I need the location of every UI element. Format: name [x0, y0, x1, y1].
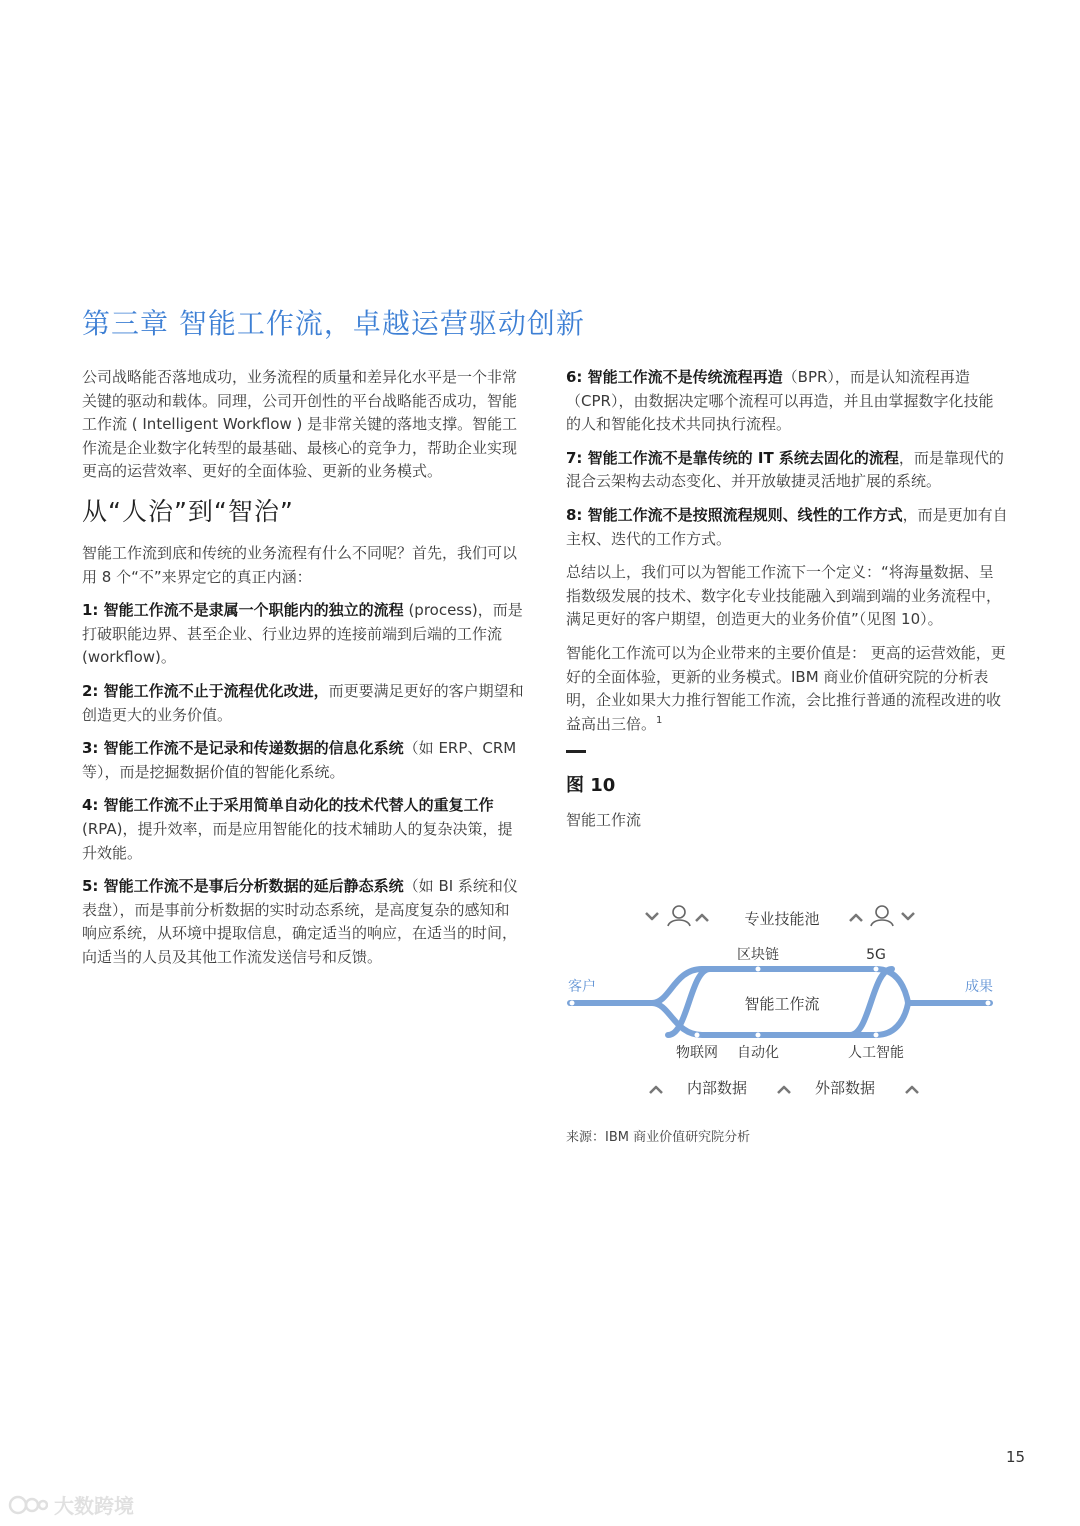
watermark-logo-icon	[8, 1493, 48, 1517]
person-icon	[668, 906, 690, 926]
chevron-up-icon	[906, 1087, 918, 1093]
track-crossover-right	[850, 969, 892, 1035]
point-1-text: (process)，而是打破职能边界、甚至企业、行业边界的连接前端到后端的工作流 (workflow)。	[82, 601, 523, 667]
point-2-bold: 2: 智能工作流不止于流程优化改进，	[82, 681, 329, 700]
point-6	[566, 366, 1008, 437]
point-3-bold: 3: 智能工作流不是记录和传递数据的信息化系统	[82, 739, 404, 758]
point-5-bold: 5: 智能工作流不是事后分析数据的延后静态系统	[82, 877, 404, 896]
node-start	[570, 1001, 575, 1006]
outcome-label: 成果	[965, 979, 993, 995]
watermark-text: 大数跨境	[54, 1494, 134, 1518]
point-5	[82, 875, 524, 969]
node-automation	[756, 1033, 761, 1038]
value-paragraph	[566, 642, 1008, 736]
ai-label: 人工智能	[848, 1045, 904, 1061]
blockchain-label: 区块链	[737, 947, 779, 963]
intro-paragraph: 公司战略能否落地成功，业务流程的质量和差异化水平是一个非常关键的驱动和载体。同理，公司开创性的平台战略能否成功，智能工作流 ( Intelligent Workflow ) 是非常关键的落地支撑。智能工作流是企业数字化转型的最基础、最核心的竞争力，帮助企业实现更高的运营效率、更好的全面体验、更新的业务模式。	[82, 368, 518, 481]
figure-source: 来源：IBM 商业价值研究院分析	[566, 1130, 751, 1145]
footnote-marker: 1	[656, 714, 663, 726]
point-4-text: (RPA)，提升效率，而是应用智能化的技术辅助人的复杂决策，提升效能。	[82, 819, 513, 862]
point-1-bold: 1: 智能工作流不是隶属一个职能内的独立的流程	[82, 601, 404, 620]
point-7	[566, 447, 1008, 494]
point-3-text: （如 ERP、CRM 等），而是挖掘数据价值的智能化系统。	[82, 739, 517, 781]
customer-label: 客户	[568, 979, 596, 995]
summary-paragraph: 总结以上，我们可以为智能工作流下一个定义：“将海量数据、呈指数级发展的技术、数字化专业技能融入到端到端的业务流程中，满足更好的客户期望，创造更大的业务价值”（见图 10）。	[566, 563, 1002, 629]
point-1	[82, 599, 524, 670]
figure-label: 图 10	[566, 775, 616, 797]
automation-label: 自动化	[737, 1045, 779, 1061]
track-crossover-left	[668, 969, 710, 1035]
chevron-down-icon	[646, 913, 658, 919]
point-8	[566, 504, 1008, 551]
node-5g	[874, 967, 879, 972]
node-end	[986, 1001, 991, 1006]
point-6-text: （BPR），而是认知流程再造（CPR），由数据决定哪个流程可以再造，并且由掌握数字化技能的人和智能化技术共同执行流程。	[566, 368, 994, 434]
iot-label: 物联网	[676, 1045, 718, 1061]
point-4	[82, 794, 524, 865]
right-column	[566, 366, 1008, 842]
section-heading: 从“人治”到“智治”	[82, 496, 294, 526]
external-data-label: 外部数据	[814, 1079, 876, 1097]
node-iot	[695, 1033, 700, 1038]
point-8-bold: 8: 智能工作流不是按照流程规则、线性的工作方式	[566, 505, 903, 524]
value-text: 智能化工作流可以为企业带来的主要价值是： 更高的运营效能，更好的全面体验，更新的业务模式。IBM 商业价值研究院的分析表明，企业如果大力推行智能工作流，会比推行普通的流程改进的收益高出三倍。	[566, 643, 1006, 733]
chevron-up-icon	[696, 915, 708, 921]
center-label: 智能工作流	[744, 995, 820, 1013]
point-2	[82, 680, 524, 727]
point-7-text: ，而是靠现代的混合云架构去动态变化、并开放敏捷灵活地扩展的系统。	[566, 448, 1004, 491]
point-7-bold: 7: 智能工作流不是靠传统的 IT 系统去固化的流程	[566, 448, 899, 467]
chevron-up-icon	[850, 915, 862, 921]
point-3	[82, 737, 524, 784]
chapter-title: 第三章 智能工作流，卓越运营驱动创新	[82, 307, 585, 340]
page-number: 15	[1006, 1448, 1026, 1466]
left-column	[82, 366, 524, 979]
chevron-up-icon	[778, 1087, 790, 1093]
person-icon	[871, 906, 893, 926]
chevron-up-icon	[650, 1087, 662, 1093]
lead-paragraph: 智能工作流到底和传统的业务流程有什么不同呢？首先，我们可以用 8 个“不”来界定它的真正内涵：	[82, 543, 518, 586]
figure-divider	[566, 750, 586, 753]
point-2-text: 而更要满足更好的客户期望和创造更大的业务价值。	[82, 681, 524, 724]
node-blockchain	[756, 967, 761, 972]
point-8-text: ，而是更加有自主权、迭代的工作方式。	[566, 505, 1008, 548]
point-6-bold: 6: 智能工作流不是传统流程再造	[566, 368, 783, 386]
figure-caption: 智能工作流	[566, 811, 642, 830]
point-5-text: （如 BI 系统和仪表盘），而是事前分析数据的实时动态系统，是高度复杂的感知和响应系统，从环境中提取信息，确定适当的响应，在适当的时间，向适当的人员及其他工作流发送信号和反馈。	[82, 877, 518, 966]
node-ai	[874, 1033, 879, 1038]
chevron-down-icon	[902, 913, 914, 919]
point-4-bold: 4: 智能工作流不止于采用简单自动化的技术代替人的重复工作	[82, 796, 494, 815]
talent-pool-label: 专业技能池	[744, 910, 820, 928]
workflow-diagram	[562, 895, 1002, 1105]
watermark	[8, 1490, 134, 1519]
internal-data-label: 内部数据	[686, 1079, 748, 1097]
5g-label: 5G	[866, 947, 886, 963]
